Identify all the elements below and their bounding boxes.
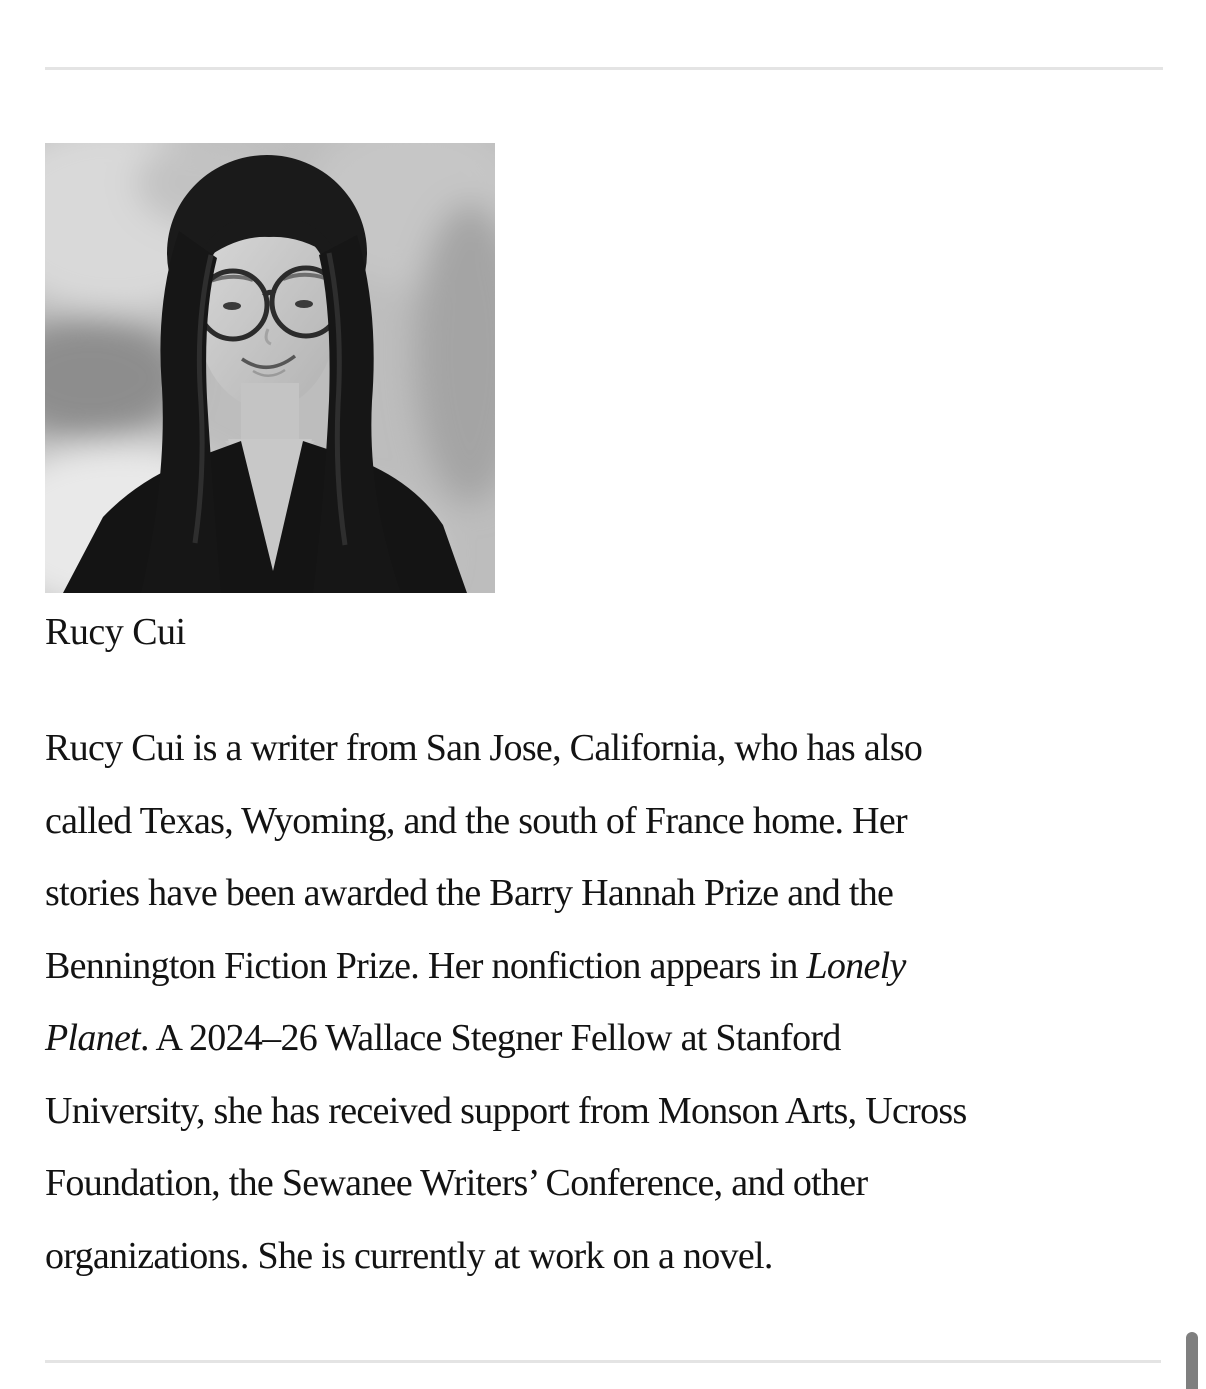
bio-line: Bennington Fiction Prize. Her nonfiction appears in Lonely <box>45 944 906 987</box>
bio-paragraph <box>45 712 1165 1292</box>
author-photo <box>45 143 495 593</box>
photo-caption: Rucy Cui <box>45 611 186 653</box>
portrait-illustration <box>45 143 495 593</box>
bio-line: stories have been awarded the Barry Hannah Prize and the <box>45 872 894 914</box>
scrollbar-thumb[interactable] <box>1186 1332 1198 1389</box>
bio-line: called Texas, Wyoming, and the south of France home. Her <box>45 799 907 842</box>
top-divider <box>45 67 1163 70</box>
bio-line: organizations. She is currently at work on a novel. <box>45 1234 773 1277</box>
bottom-divider <box>45 1360 1161 1363</box>
bio-line: Planet. A 2024–26 Wallace Stegner Fellow at Stanford <box>45 1017 841 1059</box>
bio-line: Foundation, the Sewanee Writers’ Conference, and other <box>45 1162 868 1204</box>
bio-line: University, she has received support from Monson Arts, Ucross <box>45 1089 967 1132</box>
bio-line: Rucy Cui is a writer from San Jose, California, who has also <box>45 727 923 769</box>
